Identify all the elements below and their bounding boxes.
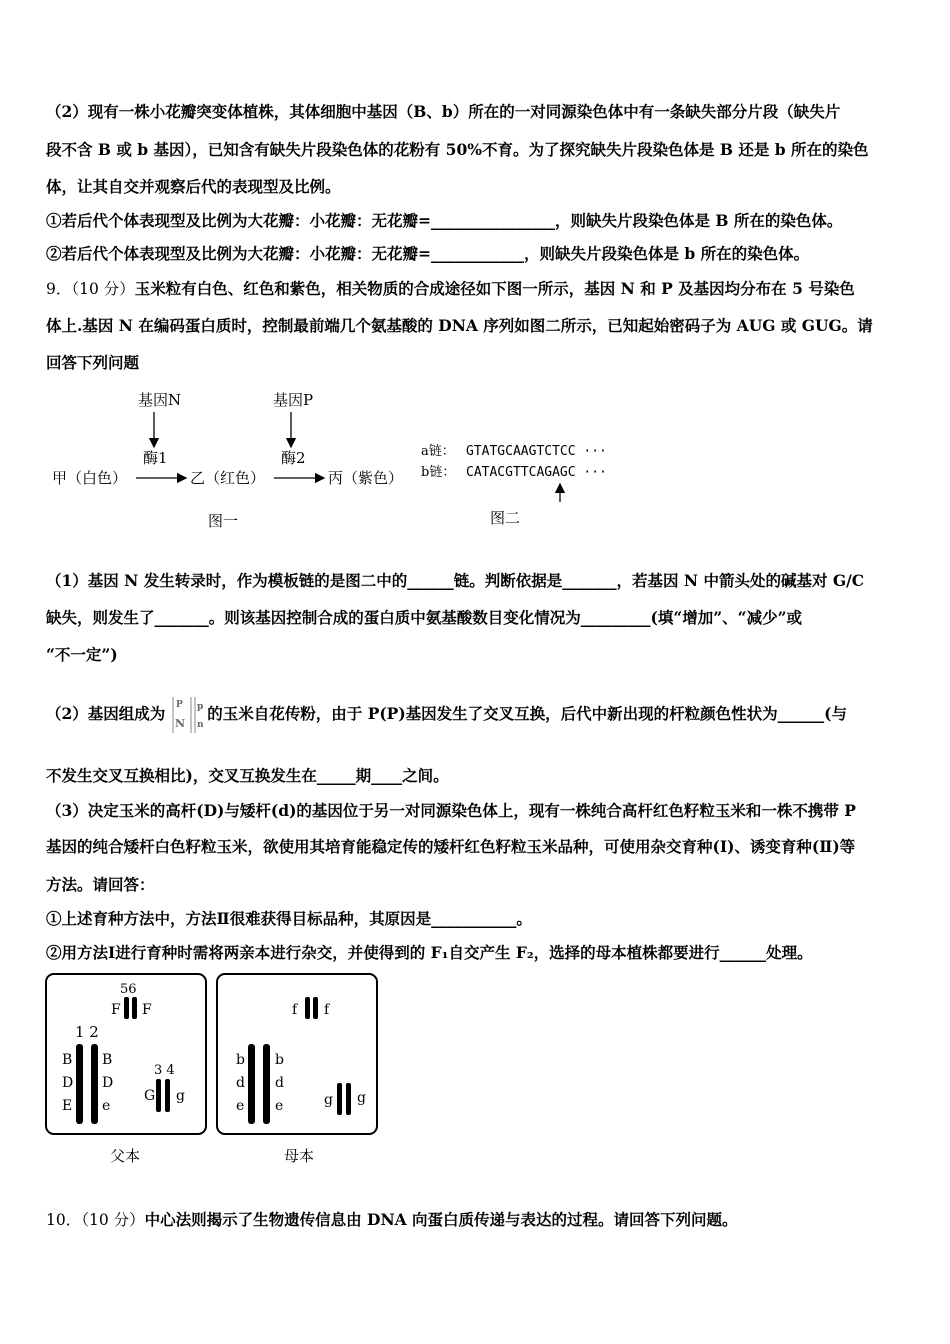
mother-chromosome-3 — [337, 1083, 342, 1115]
q9-part2-line1 — [46, 700, 908, 730]
q9-part3-question2: ②用方法Ⅰ进行育种时需将两亲本进行杂交，并使得到的 F₁自交产生 F₂，选择的母本植株都要进行______处理。 — [46, 943, 813, 962]
q9-part3-line1: （3）决定玉米的高杆(D)与矮杆(d)的基因位于另一对同源染色体上，现有一株纯合高杆红色籽粒玉米和一株不携带 P — [46, 801, 856, 820]
q10-text: 中心法则揭示了生物遗传信息由 DNA 向蛋白质传递与表达的过程。请回答下列问题。 — [144, 1210, 738, 1229]
q10-line — [46, 1210, 908, 1230]
figure-1-caption: 图一 — [208, 512, 239, 530]
substance-white: 甲（白色） — [52, 469, 128, 487]
mother-g-right: g — [357, 1090, 366, 1106]
father-num-56: 56 — [120, 982, 137, 997]
father-chromosome-6 — [132, 997, 137, 1019]
q9-part1-line2: 缺失，则发生了_______。则该基因控制合成的蛋白质中氨基酸数目变化情况为_________(填“增加”、“减少”或 — [46, 608, 802, 627]
mother-chromosome-6 — [313, 997, 318, 1019]
mother-gene-e-left: e — [236, 1098, 245, 1114]
genotype-bottom-right: n — [197, 720, 204, 730]
father-gene-D-left: D — [62, 1075, 74, 1091]
mother-chromosome-2 — [263, 1044, 270, 1124]
mother-caption: 母本 — [284, 1147, 315, 1165]
father-caption: 父本 — [110, 1147, 141, 1165]
q9-part1-line3: “不一定”) — [46, 645, 118, 664]
q9-part2-line2: 不发生交叉互换相比)，交叉互换发生在_____期____之间。 — [46, 766, 449, 785]
father-chromosome-2 — [91, 1044, 98, 1124]
genotype-top-left: P — [176, 700, 184, 710]
mother-gene-d-left: d — [236, 1075, 245, 1091]
father-gene-D-right: D — [102, 1075, 114, 1091]
q9-part3-line2: 基因的纯合矮杆白色籽粒玉米，欲使用其培育能稳定传的矮杆红色籽粒玉米品种，可使用杂交育种(Ⅰ)、诱变育种(Ⅱ)等 — [46, 837, 856, 856]
mother-chromosome-5 — [305, 997, 310, 1019]
figure-2-dna — [418, 430, 648, 535]
q8-part2-line1: （2）现有一株小花瓣突变体植株，其体细胞中基因（B、b）所在的一对同源染色体中有一条缺失部分片段（缺失片 — [46, 102, 841, 121]
father-f-left: F — [111, 1002, 121, 1018]
q9-part3-line3: 方法。请回答： — [46, 875, 155, 894]
figure-2-caption: 图二 — [490, 509, 521, 527]
father-chromosome-5 — [124, 997, 129, 1019]
strand-a-sequence: GTATGCAAGTCTCC ··· — [466, 444, 607, 459]
q9-number: 9．（10 分） — [46, 280, 135, 298]
mother-gene-b-left: b — [236, 1052, 245, 1068]
father-chromosome-3 — [156, 1079, 161, 1112]
father-gene-B-right: B — [102, 1052, 113, 1068]
father-gene-B-left: B — [62, 1052, 73, 1068]
father-g-left: G — [144, 1088, 156, 1104]
mother-chromosome-4 — [346, 1083, 351, 1115]
father-num-34: 3 4 — [154, 1063, 175, 1078]
mother-f-left: f — [292, 1002, 298, 1018]
mother-f-right: f — [324, 1002, 330, 1018]
q9-intro-text: 玉米粒有白色、红色和紫色，相关物质的合成途径如下图一所示，基因 N 和 P 及基因均分布在 5 号染色 — [134, 279, 855, 298]
gene-n-label: 基因N — [138, 391, 182, 409]
gene-p-label: 基因P — [273, 391, 314, 409]
mother-gene-b-right: b — [275, 1052, 284, 1068]
q9-intro-line1 — [46, 279, 908, 299]
genotype-diagram — [165, 695, 207, 735]
q9-intro-line2: 体上.基因 N 在编码蛋白质时，控制最前端几个氨基酸的 DNA 序列如图二所示，已知起始密码子为 AUG 或 GUG。请 — [46, 316, 873, 335]
substance-purple: 丙（紫色） — [328, 469, 404, 487]
q8-part2-line3: 体，让其自交并观察后代的表现型及比例。 — [46, 177, 341, 196]
enzyme-2-label: 酶2 — [281, 449, 306, 467]
father-f-right: F — [142, 1002, 152, 1018]
q9-part2-prefix: （2）基因组成为 — [46, 704, 166, 723]
mother-gene-d-right: d — [275, 1075, 284, 1091]
enzyme-1-label: 酶1 — [143, 449, 168, 467]
q8-part2-answer1: ①若后代个体表现型及比例为大花瓣：小花瓣：无花瓣=________________，则缺失片段染色体是 B 所在的染色体。 — [46, 211, 843, 230]
father-num-12: 1 2 — [75, 1023, 99, 1041]
father-g-right: g — [176, 1088, 185, 1104]
mother-g-left: g — [324, 1092, 333, 1108]
chromosome-diagram — [40, 970, 385, 1170]
q9-part2-suffix: 的玉米自花传粉，由于 P(P)基因发生了交叉互换，后代中新出现的杆粒颜色性状为______(与 — [207, 704, 848, 723]
q8-part2-answer2: ②若后代个体表现型及比例为大花瓣：小花瓣：无花瓣=____________，则缺失片段染色体是 b 所在的染色体。 — [46, 244, 810, 263]
father-chromosome-4 — [165, 1079, 170, 1112]
father-gene-e-right: e — [102, 1098, 111, 1114]
q10-number: 10．（10 分） — [46, 1211, 145, 1229]
q9-part1-line1: （1）基因 N 发生转录时，作为模板链的是图二中的______链。判断依据是_______，若基因 N 中箭头处的碱基对 G/C — [46, 571, 865, 590]
q9-part3-question1: ①上述育种方法中，方法Ⅱ很难获得目标品种，其原因是___________。 — [46, 909, 532, 928]
mother-gene-e-right: e — [275, 1098, 284, 1114]
strand-b-label: b链： — [421, 465, 456, 480]
father-chromosome-1 — [76, 1044, 83, 1124]
substance-red: 乙（红色） — [190, 469, 266, 487]
genotype-top-right: p — [197, 702, 204, 712]
strand-b-sequence: CATACGTTCAGAGC ··· — [466, 465, 607, 480]
figure-1-pathway — [40, 385, 420, 535]
q8-part2-line2: 段不含 B 或 b 基因），已知含有缺失片段染色体的花粉有 50%不育。为了探究缺失片段染色体是 B 还是 b 所在的染色 — [46, 140, 869, 159]
strand-a-label: a链： — [421, 444, 455, 459]
mother-chromosome-1 — [248, 1044, 255, 1124]
q9-intro-line3: 回答下列问题 — [46, 353, 140, 372]
genotype-bottom-left: N — [175, 717, 186, 730]
father-gene-E-left: E — [62, 1098, 73, 1114]
